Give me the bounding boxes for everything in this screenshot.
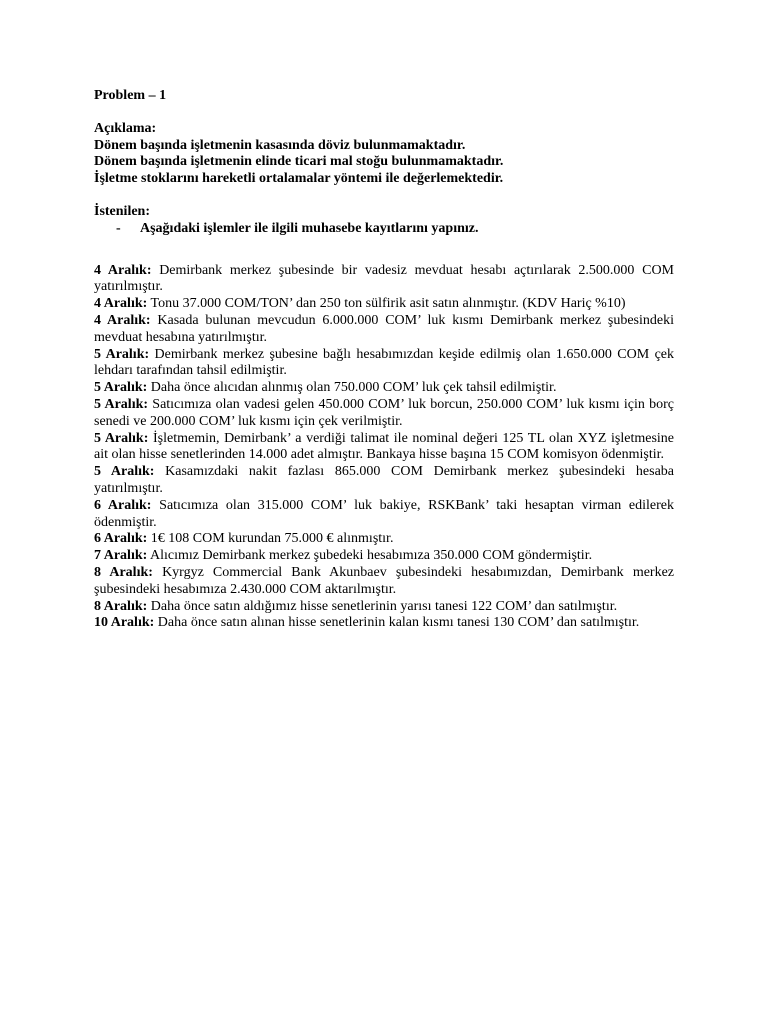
transaction-date: 5 Aralık:	[94, 380, 148, 396]
description-line: İşletme stoklarını hareketli ortalamalar yöntemi ile değerlemektedir.	[94, 171, 504, 187]
requested-item	[116, 221, 674, 238]
transaction-item	[94, 380, 674, 397]
description-line: Dönem başında işletmenin kasasında döviz bulunmamaktadır.	[94, 137, 466, 153]
transaction-text: Demirbank merkez şubesine bağlı hesabımızdan keşide edilmiş olan 1.650.000 COM çek lehdarı tarafından tahsil edilmiştir.	[94, 346, 674, 379]
transaction-date: 5 Aralık:	[94, 396, 149, 412]
transaction-date: 8 Aralık:	[94, 564, 153, 580]
transaction-date: 5 Aralık:	[94, 346, 150, 362]
transaction-item	[94, 531, 674, 548]
transaction-date: 8 Aralık:	[94, 598, 148, 614]
transaction-date: 4 Aralık:	[94, 262, 152, 278]
transaction-text: Demirbank merkez şubesinde bir vadesiz mevduat hesabı açtırılarak 2.500.000 COM yatırılmıştır.	[94, 262, 675, 295]
transaction-text: Daha önce alıcıdan alınmış olan 750.000 COM’ luk çek tahsil edilmiştir.	[150, 380, 557, 396]
transaction-text: İşletmemin, Demirbank’ a verdiği talimat ile nominal değeri 125 TL olan XYZ işletmesine ait olan hisse senetlerinden 14.000 adet almıştır. Bankaya hisse başına 15 COM komisyon ödenmiştir.	[94, 430, 675, 463]
transaction-text: Kasada bulunan mevcudun 6.000.000 COM’ luk kısmı Demirbank merkez şubesindeki mevduat hesabına yatırılmıştır.	[94, 312, 674, 345]
transaction-date: 10 Aralık:	[94, 615, 155, 631]
transaction-item	[94, 565, 674, 599]
transaction-date: 6 Aralık:	[94, 497, 152, 513]
transaction-item	[94, 615, 674, 632]
problem-title: Problem – 1	[94, 88, 167, 103]
dash-bullet: -	[116, 220, 121, 236]
transaction-date: 5 Aralık:	[94, 430, 149, 446]
transaction-date: 6 Aralık:	[94, 531, 148, 547]
transaction-item	[94, 548, 674, 565]
description-heading: Açıklama:	[94, 120, 157, 136]
transaction-item	[94, 599, 674, 616]
transaction-item	[94, 296, 674, 313]
transaction-item	[94, 263, 674, 297]
transaction-text: Kyrgyz Commercial Bank Akunbaev şubesindeki hesabımızdan, Demirbank merkez şubesindeki hesabımıza 2.430.000 COM aktarılmıştır.	[94, 564, 675, 597]
transaction-text: Tonu 37.000 COM/TON’ dan 250 ton sülfirik asit satın alınmıştır. (KDV Hariç %10)	[150, 296, 626, 312]
transaction-item	[94, 431, 674, 465]
transaction-date: 4 Aralık:	[94, 296, 148, 312]
document-body	[94, 88, 674, 632]
requested-item-text: Aşağıdaki işlemler ile ilgili muhasebe kayıtlarını yapınız.	[140, 220, 479, 236]
requested-heading: İstenilen:	[94, 203, 150, 219]
transaction-date: 5 Aralık:	[94, 464, 155, 480]
transaction-item	[94, 397, 674, 431]
requested-section	[94, 204, 674, 238]
transaction-text: 1€ 108 COM kurundan 75.000 € alınmıştır.	[150, 531, 394, 547]
description-section	[94, 121, 674, 188]
transaction-text: Satıcımıza olan 315.000 COM’ luk bakiye, RSKBank’ taki hesaptan virman edilerek ödenmiştir.	[94, 497, 675, 530]
transaction-item	[94, 313, 674, 347]
transaction-item	[94, 347, 674, 381]
transaction-date: 7 Aralık:	[94, 548, 148, 564]
transaction-text: Satıcımıza olan vadesi gelen 450.000 COM’ luk borcun, 250.000 COM’ luk kısmı için borç senedi ve 200.000 COM’ luk kısmı için çek verilmiştir.	[94, 396, 674, 429]
transaction-text: Alıcımız Demirbank merkez şubedeki hesabımıza 350.000 COM göndermiştir.	[150, 548, 593, 564]
description-line: Dönem başında işletmenin elinde ticari mal stoğu bulunmamaktadır.	[94, 154, 504, 170]
transaction-item	[94, 498, 674, 532]
transaction-text: Daha önce satın alınan hisse senetlerinin kalan kısmı tanesi 130 COM’ dan satılmıştır.	[157, 615, 640, 631]
transaction-item	[94, 464, 674, 498]
transaction-text: Kasamızdaki nakit fazlası 865.000 COM Demirbank merkez şubesindeki hesaba yatırılmıştır.	[94, 464, 675, 496]
transaction-text: Daha önce satın aldığımız hisse senetlerinin yarısı tanesi 122 COM’ dan satılmıştır.	[150, 598, 618, 614]
transaction-date: 4 Aralık:	[94, 312, 151, 328]
transactions-list	[94, 263, 674, 633]
